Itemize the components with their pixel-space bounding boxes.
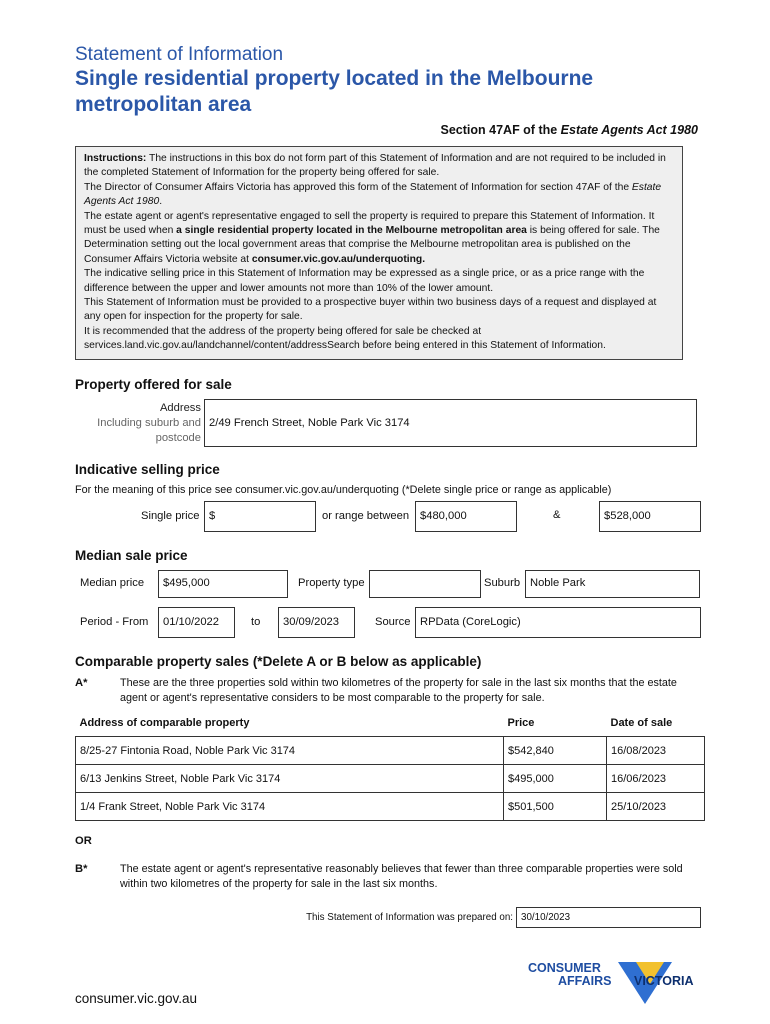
single-price-label: Single price <box>141 510 200 522</box>
row-price[interactable]: $501,500 <box>504 793 607 821</box>
instructions-p2-act: Estate Agents Act 1980 <box>84 181 662 208</box>
instructions-p3-bold: a single residential property located in the Melbourne metropolitan area <box>176 225 527 237</box>
row-date[interactable]: 16/08/2023 <box>607 737 705 765</box>
row-address[interactable]: 6/13 Jenkins Street, Noble Park Vic 3174 <box>76 765 504 793</box>
single-price-field[interactable]: $ <box>204 501 316 532</box>
consumer-affairs-victoria-logo <box>528 960 703 1008</box>
underquoting-link[interactable]: consumer.vic.gov.au/underquoting. <box>251 253 426 265</box>
suburb-label: Suburb <box>484 577 521 589</box>
instructions-label: Instructions: <box>84 153 147 164</box>
row-date[interactable]: 16/06/2023 <box>607 765 705 793</box>
source-field[interactable]: RPData (CoreLogic) <box>415 607 701 638</box>
indicative-heading: Indicative selling price <box>75 462 220 477</box>
comparable-heading: Comparable property sales (*Delete A or B below as applicable) <box>75 654 482 669</box>
prepared-date-field[interactable]: 30/10/2023 <box>516 907 701 928</box>
median-heading: Median sale price <box>75 548 188 563</box>
row-price[interactable]: $542,840 <box>504 737 607 765</box>
option-b-text: The estate agent or agent's representative reasonably believes that fewer than three comparable properties were sold within two kilometres of the property for sale in the last six months. <box>120 863 683 890</box>
source-label: Source <box>375 616 411 628</box>
comparable-table-header <box>76 710 705 737</box>
col-date: Date of sale <box>610 717 673 729</box>
range-amp: & <box>553 509 561 521</box>
instructions-p2-end: . <box>159 196 163 208</box>
period-to-field[interactable]: 30/09/2023 <box>278 607 355 638</box>
address-label <box>75 401 201 446</box>
table-row <box>76 793 705 821</box>
median-price-label: Median price <box>80 577 145 589</box>
instructions-p4: The indicative selling price in this Statement of Information may be expressed as a single price, or as a price range with the difference between the upper and lower amounts not more than 10% of the lower amount. <box>84 268 645 294</box>
indicative-note: For the meaning of this price see consumer.vic.gov.au/underquoting (*Delete single price or range as applicable) <box>75 484 612 496</box>
option-a-marker: A* <box>75 677 88 689</box>
suburb-field[interactable]: Noble Park <box>525 570 700 598</box>
row-date[interactable]: 25/10/2023 <box>607 793 705 821</box>
document-kicker: Statement of Information <box>75 44 284 65</box>
section-act: Estate Agents Act 1980 <box>560 123 698 137</box>
logo-line-3: VICTORIA <box>634 974 694 988</box>
instructions-p3b: is being offered for sale. The Determination setting out the local government areas that comprise the Melbourne metropolitan area is published on the Consumer Affairs Victoria website at <box>84 225 660 265</box>
section-prefix: Section 47AF of the <box>440 123 561 137</box>
comparable-table <box>75 710 705 821</box>
period-from-label: Period - From <box>80 616 149 628</box>
option-b-marker: B* <box>75 863 88 875</box>
table-row <box>76 765 705 793</box>
median-price-field[interactable]: $495,000 <box>158 570 288 598</box>
logo-line-1: CONSUMER <box>528 961 601 975</box>
instructions-p1: The instructions in this box do not form part of this Statement of Information and are not required to be included in the completed Statement of Information for the property being offered for sale. <box>84 153 666 179</box>
col-price: Price <box>507 717 535 729</box>
property-heading: Property offered for sale <box>75 377 232 392</box>
col-address: Address of comparable property <box>79 717 250 729</box>
property-type-field[interactable] <box>369 570 481 598</box>
instructions-p6: It is recommended that the address of the property being offered for sale be checked at services.land.vic.gov.au/landchannel/content/addressSearch before being entered in this Statement of Information. <box>84 325 606 352</box>
footer-website[interactable]: consumer.vic.gov.au <box>75 991 198 1006</box>
row-price[interactable]: $495,000 <box>504 765 607 793</box>
prepared-label: This Statement of Information was prepared on: <box>306 912 513 923</box>
instructions-p2: The Director of Consumer Affairs Victoria has approved this form of the Statement of Information for section 47AF of the <box>84 181 632 193</box>
address-label-3: postcode <box>155 432 201 444</box>
range-label: or range between <box>322 510 410 522</box>
address-label-1: Address <box>159 402 201 414</box>
table-row <box>76 737 705 765</box>
period-to-label: to <box>251 616 261 628</box>
section-reference <box>441 123 698 137</box>
logo-line-2: AFFAIRS <box>558 974 612 988</box>
address-label-2: Including suburb and <box>97 417 201 429</box>
period-from-field[interactable]: 01/10/2022 <box>158 607 235 638</box>
option-a-text: These are the three properties sold within two kilometres of the property for sale in the last six months that the estate agent or agent's representative considers to be most comparable to the property for sale. <box>120 677 677 704</box>
address-field[interactable]: 2/49 French Street, Noble Park Vic 3174 <box>204 399 697 447</box>
property-type-label: Property type <box>298 577 365 589</box>
document-title: Single residential property located in the Melbourne metropolitan area <box>75 67 594 116</box>
range-high-field[interactable]: $528,000 <box>599 501 701 532</box>
row-address[interactable]: 1/4 Frank Street, Noble Park Vic 3174 <box>76 793 504 821</box>
row-address[interactable]: 8/25-27 Fintonia Road, Noble Park Vic 3174 <box>76 737 504 765</box>
or-label: OR <box>75 835 92 847</box>
instructions-p5: This Statement of Information must be provided to a prospective buyer within two business days of a request and displayed at any open for inspection for the property for sale. <box>84 297 657 323</box>
instructions-box <box>75 146 683 360</box>
instructions-p3a: The estate agent or agent's representative engaged to sell the property is required to prepare this Statement of Information. It must be used when <box>84 210 655 237</box>
range-low-field[interactable]: $480,000 <box>415 501 517 532</box>
